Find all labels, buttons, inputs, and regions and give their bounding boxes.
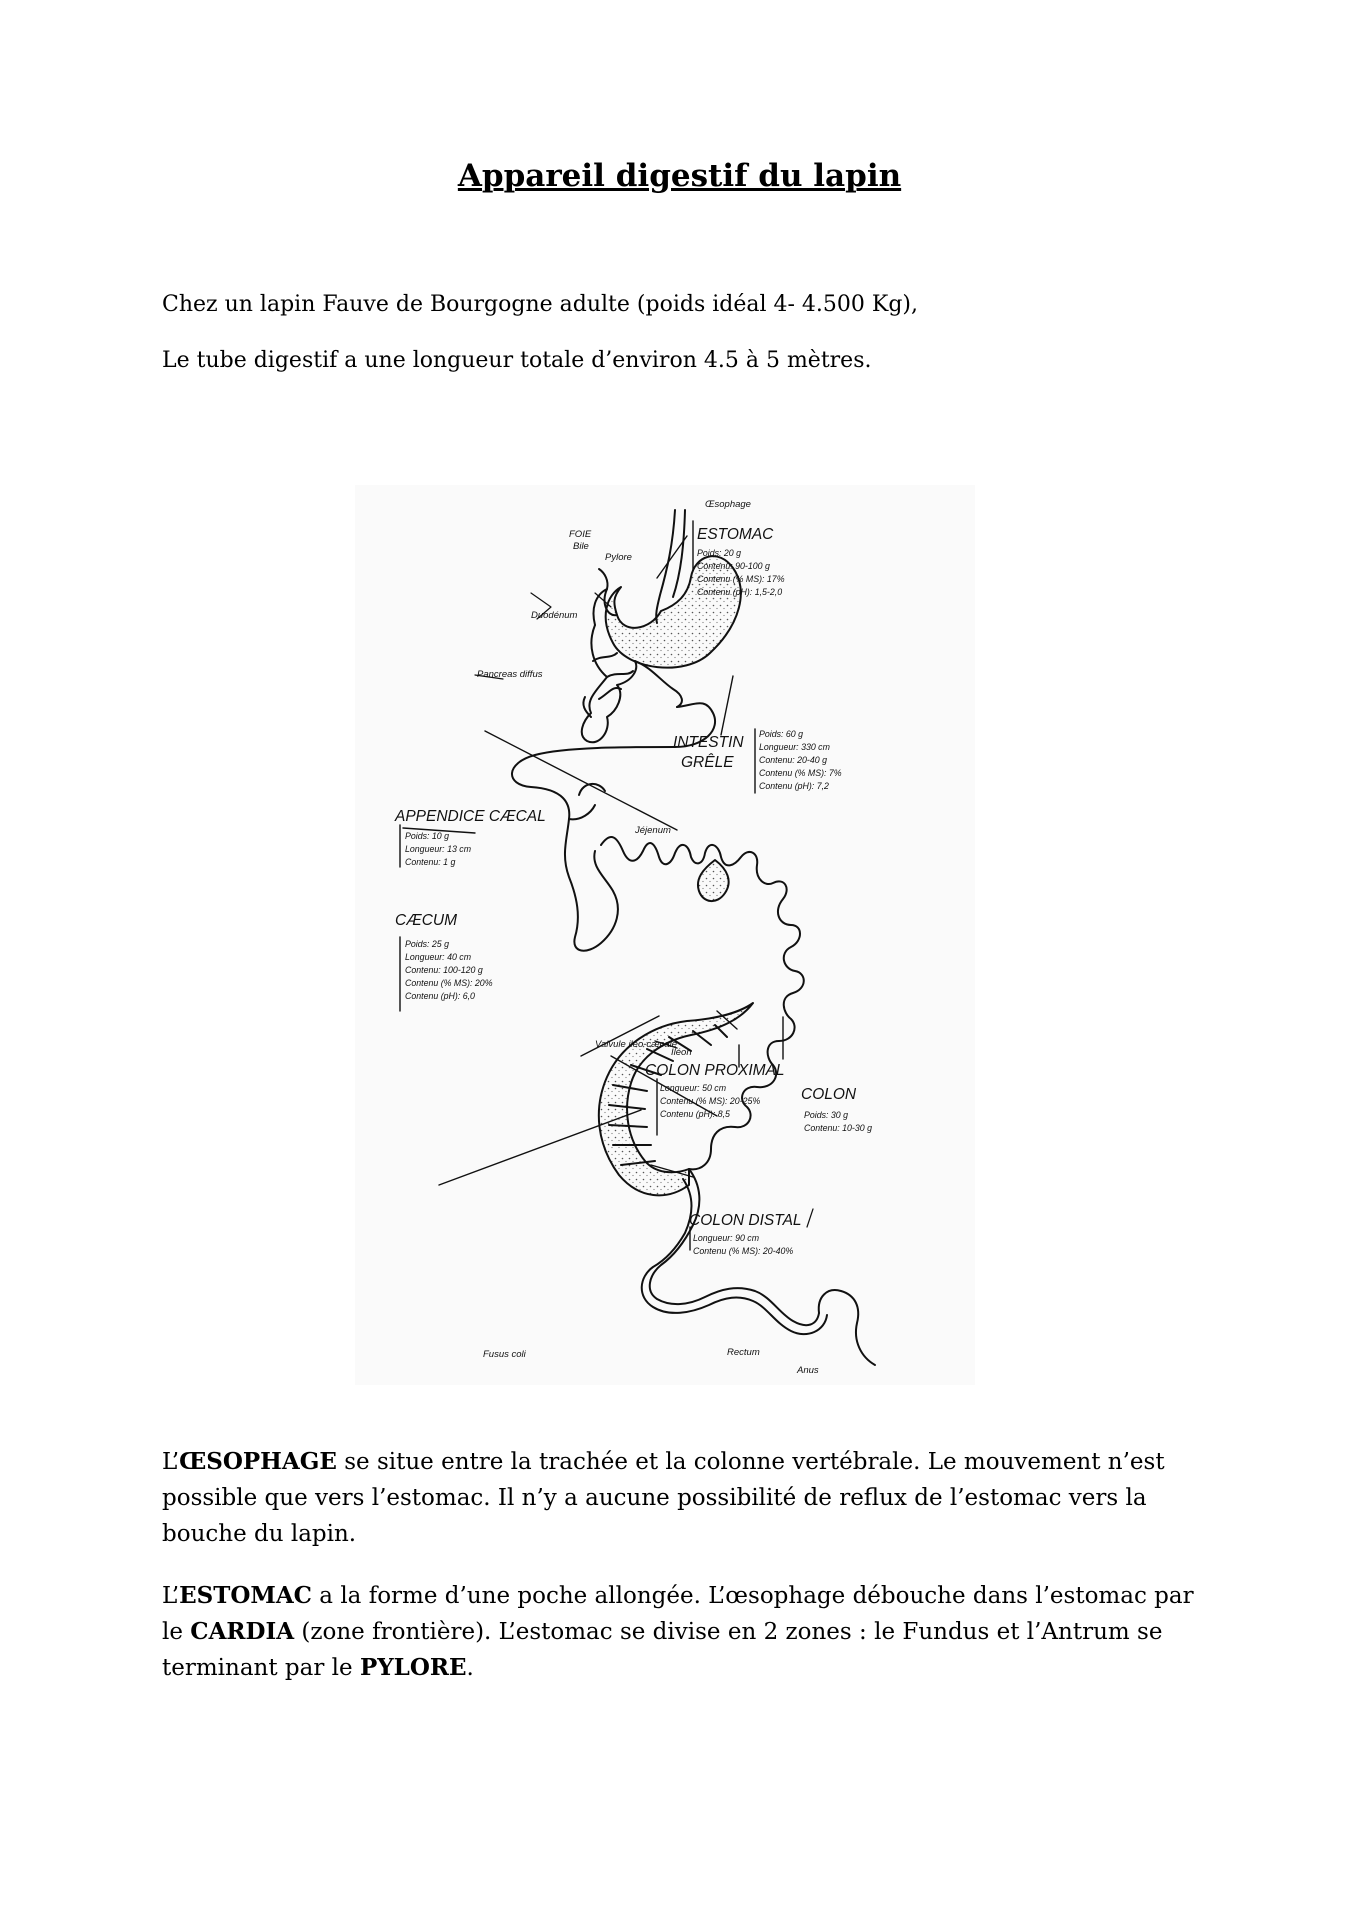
text: L’ <box>162 1449 180 1475</box>
appendice-line: Contenu: 1 g <box>405 857 456 867</box>
caecum-line: Contenu (% MS): 20% <box>405 978 493 988</box>
text: a la forme d’une poche allongée. L’œsophage débouche dans l’estomac par le <box>162 1583 1194 1645</box>
intestin-line: Contenu (pH): 7,2 <box>759 781 829 791</box>
colon-proximal-line: Contenu (pH): 8,5 <box>660 1109 730 1119</box>
page-title: Appareil digestif du lapin <box>457 158 902 194</box>
appendice-line: Longueur: 13 cm <box>405 844 472 854</box>
estomac-line: Contenu: 90-100 g <box>697 561 770 571</box>
label-grele: GRÊLE <box>681 754 734 771</box>
intro-line-1: Chez un lapin Fauve de Bourgogne adulte (poids idéal 4- 4.500 Kg), <box>162 292 919 317</box>
term-cardia: CARDIA <box>190 1618 295 1645</box>
intro-line-2: Le tube digestif a une longueur totale d’environ 4.5 à 5 mètres. <box>162 348 872 373</box>
paragraph-estomac <box>162 1578 1202 1686</box>
colon-proximal-line: Contenu (% MS): 20-25% <box>660 1096 761 1106</box>
label-fusus: Fusus coli <box>483 1349 526 1360</box>
term-oesophage: ŒSOPHAGE <box>179 1448 337 1475</box>
label-ileon: Iléon <box>671 1047 692 1058</box>
term-estomac: ESTOMAC <box>179 1582 312 1609</box>
intestin-line: Longueur: 330 cm <box>759 742 830 752</box>
colon-proximal-line: Longueur: 50 cm <box>660 1083 727 1093</box>
intestin-line: Contenu: 20-40 g <box>759 755 827 765</box>
caecum-line: Poids: 25 g <box>405 939 450 949</box>
label-rectum: Rectum <box>727 1347 760 1358</box>
estomac-line: Contenu (pH): 1,5-2,0 <box>697 587 783 597</box>
text: se situe entre la trachée et la colonne vertébrale. Le mouvement n’est possible que vers l’estomac. Il n’y a aucune possibilité de reflux de l’estomac vers la bouche du lapin. <box>162 1449 1165 1547</box>
label-intestin: INTESTIN <box>673 734 744 751</box>
paragraph-oesophage <box>162 1444 1202 1552</box>
label-valvule: Valvule iléo-cæcale <box>595 1039 678 1050</box>
text: L’ <box>162 1583 180 1609</box>
colon-distal-line: Contenu (% MS): 20-40% <box>693 1246 794 1256</box>
label-pancreas: Pancreas diffus <box>477 669 543 680</box>
intestin-line: Contenu (% MS): 7% <box>759 768 842 778</box>
text: . <box>466 1655 474 1681</box>
label-colon-proximal: COLON PROXIMAL <box>645 1062 785 1079</box>
caecum-line: Contenu: 100-120 g <box>405 965 483 975</box>
label-duodenum: Duodénum <box>531 610 578 621</box>
estomac-line: Contenu (% MS): 17% <box>697 574 785 584</box>
label-foie: FOIE <box>569 529 592 540</box>
colon-line: Contenu: 10-30 g <box>804 1123 872 1133</box>
label-pylore: Pylore <box>605 552 632 563</box>
label-estomac: ESTOMAC <box>697 526 774 543</box>
intestin-line: Poids: 60 g <box>759 729 804 739</box>
label-bile: Bile <box>573 541 589 552</box>
colon-distal-line: Longueur: 90 cm <box>693 1233 760 1243</box>
digestive-system-diagram <box>355 485 975 1385</box>
label-jejunum: Jéjenum <box>635 825 671 836</box>
estomac-line: Poids: 20 g <box>697 548 742 558</box>
term-pylore: PYLORE <box>359 1654 467 1681</box>
label-colon-distal: COLON DISTAL <box>689 1212 802 1229</box>
label-appendice: APPENDICE CÆCAL <box>395 808 546 825</box>
label-colon: COLON <box>801 1086 857 1103</box>
caecum-line: Longueur: 40 cm <box>405 952 472 962</box>
label-caecum: CÆCUM <box>395 912 457 929</box>
text: (zone frontière). L’estomac se divise en 2 zones : le Fundus et l’Antrum se terminant par le <box>162 1619 1163 1681</box>
label-anus: Anus <box>797 1365 819 1376</box>
appendice-line: Poids: 10 g <box>405 831 450 841</box>
caecum-line: Contenu (pH): 6,0 <box>405 991 475 1001</box>
label-oesophage: Œsophage <box>705 499 751 510</box>
colon-line: Poids: 30 g <box>804 1110 849 1120</box>
